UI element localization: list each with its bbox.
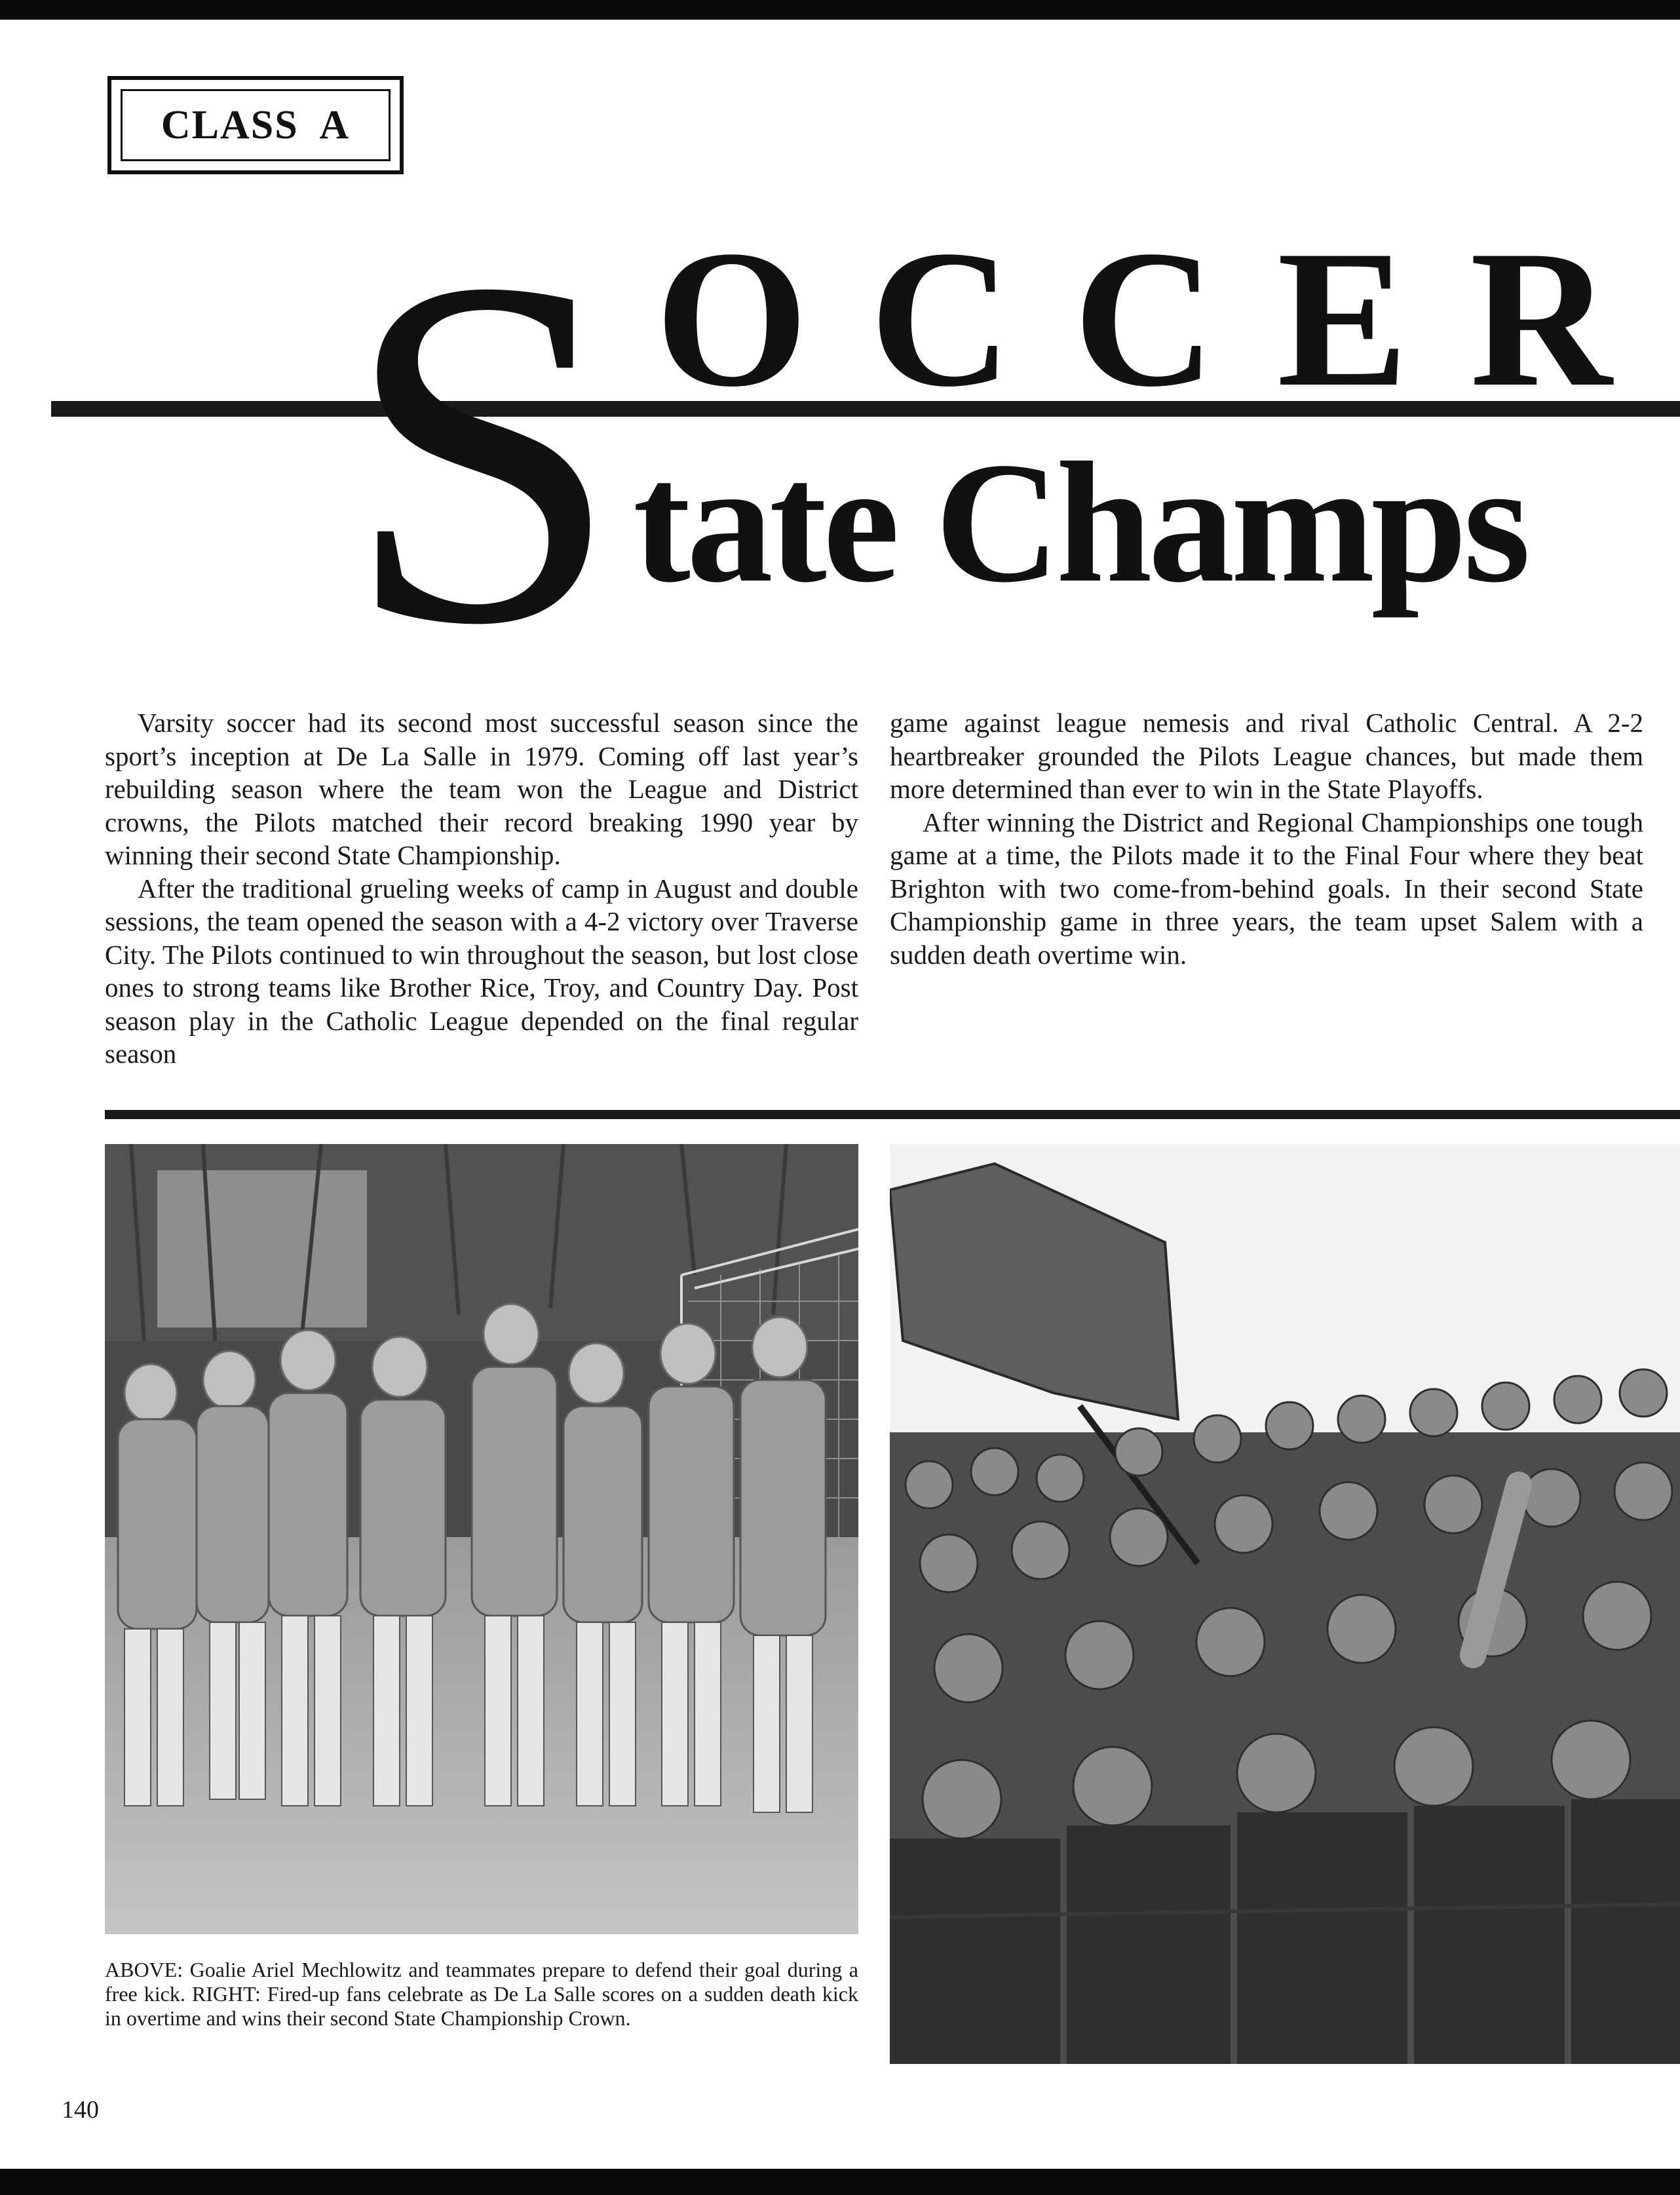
article-paragraph: Varsity soccer had its second most successful season since the sport’s inception at De La Salle in 1979. Coming off last year’s rebuilding season where the team won the League and District crowns, the Pilots matched their record breaking 1990 year by winning their second State Championship. [105,708,858,870]
yearbook-page [0,20,1680,2169]
photo-caption: ABOVE: Goalie Ariel Mechlowitz and teammates prepare to defend their goal during a free kick. RIGHT: Fired-up fans celebrate as De La Salle scores on a sudden death kick in overtime and wins their second State Championship Crown. [105,1958,858,2030]
fans-crowd-photo-icon [890,1144,1680,2064]
page-number: 140 [62,2096,99,2124]
section-rule [105,1110,1680,1119]
article-paragraph: After the traditional grueling weeks of camp in August and double sessions, the team opened the season with a 4-2 victory over Traverse City. The Pilots continued to win throughout the season, but lost close ones to strong teams like Brother Rice, Troy, and Country Day. Post season play in the Catholic League depended on the final regular season [105,873,858,1069]
class-label-inner-frame [121,89,391,161]
title-letter: R [1470,210,1612,427]
article-left-column [105,706,858,1071]
title-letter: C [1073,210,1215,427]
title-letter: O [655,210,809,427]
article-right-column [890,706,1643,971]
title-line-occer [655,210,1612,427]
title-letter: E [1277,210,1409,427]
title-line-state-champs: tate Champs [633,427,1527,619]
article-paragraph: After winning the District and Regional Championships one tough game at a time, the Pilots made it to the Final Four where they beat Brighton with two come-from-behind goals. In their second State Championship game in three years, the team upset Salem with a sudden death overtime win. [890,807,1643,970]
article-paragraph: game against league nemesis and rival Catholic Central. A 2-2 heartbreaker grounded the Pilots League chances, but made them more determined than ever to win in the State Playoffs. [890,708,1643,804]
title-letter: C [869,210,1012,427]
title-big-s: S [343,176,621,727]
soccer-team-photo-icon [105,1144,858,1934]
class-label-box [107,76,404,174]
class-label: CLASS A [161,102,351,147]
fans-crowd-photo [890,1144,1680,2064]
soccer-team-photo [105,1144,858,1934]
